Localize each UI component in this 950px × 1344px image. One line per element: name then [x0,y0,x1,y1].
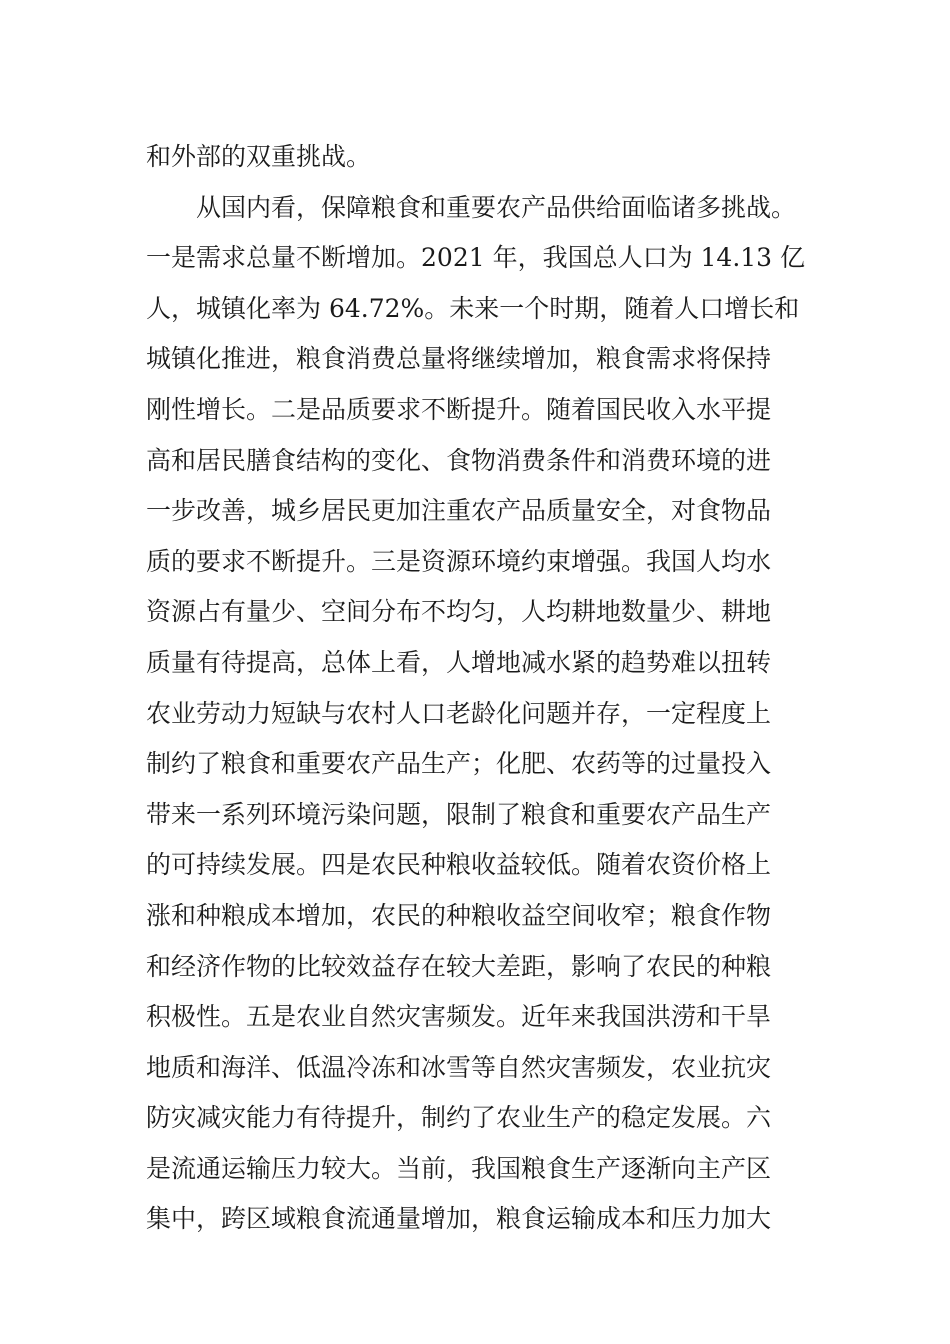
body-text [146,132,816,1245]
text-line: 资源占有量少、空间分布不均匀，人均耕地数量少、耕地 [146,597,772,627]
text-line: 一步改善，城乡居民更加注重农产品质量安全，对食物品 [146,496,772,526]
text-line: 的可持续发展。四是农民种粮收益较低。随着农资价格上 [146,850,772,880]
text-line: 一是需求总量不断增加。2021 年，我国总人口为 14.13 亿 [146,243,806,273]
text-line: 地质和海洋、低温冷冻和冰雪等自然灾害频发，农业抗灾 [146,1052,772,1082]
text-line: 质的要求不断提升。三是资源环境约束增强。我国人均水 [146,546,772,576]
text-line: 涨和种粮成本增加，农民的种粮收益空间收窄；粮食作物 [146,900,772,930]
text-line: 高和居民膳食结构的变化、食物消费条件和消费环境的进 [146,445,772,475]
text-line: 积极性。五是农业自然灾害频发。近年来我国洪涝和干旱 [146,1002,772,1032]
text-line: 和外部的双重挑战。 [146,142,372,171]
text-line: 制约了粮食和重要农产品生产；化肥、农药等的过量投入 [146,749,772,779]
text-line: 质量有待提高，总体上看，人增地减水紧的趋势难以扭转 [146,647,772,677]
text-line: 人，城镇化率为 64.72%。未来一个时期，随着人口增长和 [146,293,800,323]
text-line: 是流通运输压力较大。当前，我国粮食生产逐渐向主产区 [146,1153,772,1183]
text-line: 农业劳动力短缺与农村人口老龄化问题并存，一定程度上 [146,698,772,728]
text-line: 带来一系列环境污染问题，限制了粮食和重要农产品生产 [146,799,772,829]
text-line: 城镇化推进，粮食消费总量将继续增加，粮食需求将保持 [146,344,772,374]
text-line: 和经济作物的比较效益存在较大差距，影响了农民的种粮 [146,951,772,981]
paragraph-first-line: 从国内看，保障粮食和重要农产品供给面临诸多挑战。 [196,192,797,222]
text-line: 防灾减灾能力有待提升，制约了农业生产的稳定发展。六 [146,1103,772,1133]
text-line: 集中，跨区域粮食流通量增加，粮食运输成本和压力加大 [146,1204,772,1234]
text-line: 刚性增长。二是品质要求不断提升。随着国民收入水平提 [146,394,772,424]
